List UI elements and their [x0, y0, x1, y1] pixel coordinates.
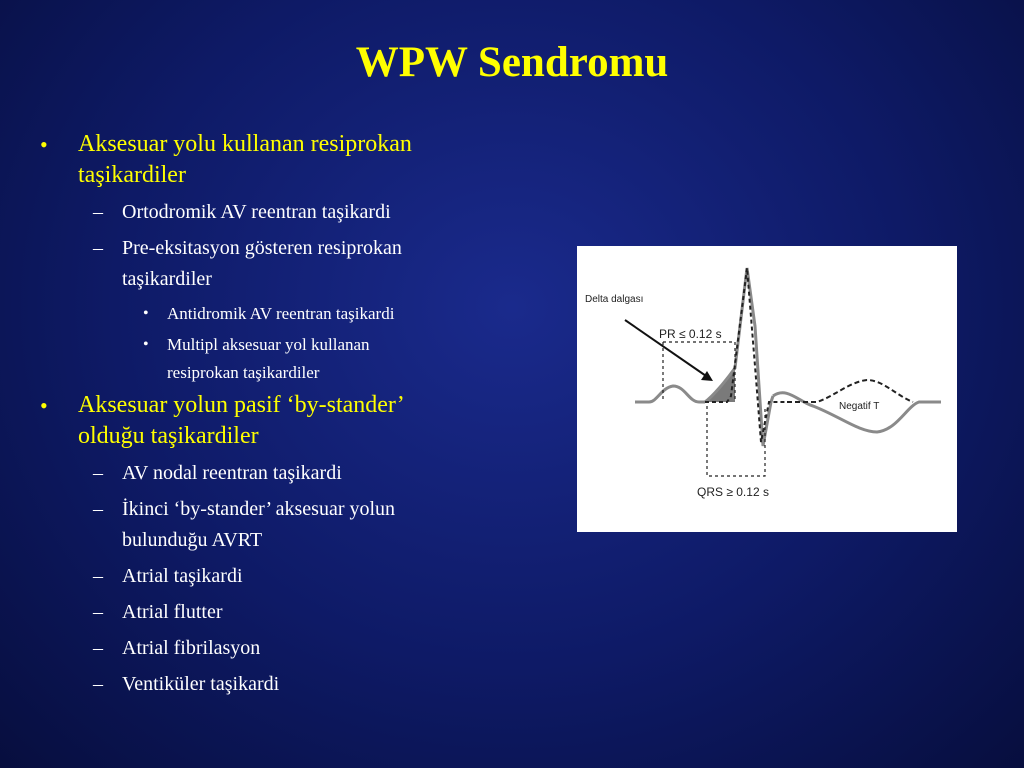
- bullet-marker: –: [93, 237, 103, 259]
- bullet-text: AV nodal reentran taşikardi: [122, 462, 342, 484]
- ecg-p-wave: [649, 386, 705, 402]
- ecg-normal-t-wave-dashed: [787, 380, 913, 402]
- ecg-diagram: [577, 246, 957, 532]
- negative-t-label: Negatif T: [839, 401, 880, 412]
- bullet-text: Atrial fibrilasyon: [122, 637, 261, 659]
- bullet-marker: –: [93, 673, 103, 695]
- delta-label: Delta dalgası: [585, 294, 644, 305]
- pr-label: PR ≤ 0.12 s: [659, 327, 722, 341]
- bullet-text: Atrial flutter: [122, 601, 223, 623]
- bullet-marker: •: [40, 393, 48, 418]
- bullet-marker: •: [143, 305, 149, 322]
- ecg-qrs-normal-dashed: [705, 268, 787, 442]
- bullet-marker: •: [40, 132, 48, 157]
- bullet-marker: –: [93, 565, 103, 587]
- ecg-figure: [577, 246, 957, 532]
- bullet-text: Aksesuar yolu kullanan resiprokan: [78, 131, 412, 157]
- bullet-marker: –: [93, 637, 103, 659]
- bullet-text: Aksesuar yolun pasif ‘by-stander’: [78, 392, 405, 418]
- bullet-marker: •: [143, 336, 149, 353]
- qrs-interval-bracket: [707, 406, 765, 476]
- qrs-label: QRS ≥ 0.12 s: [697, 485, 769, 499]
- ecg-negative-t-wave: [773, 393, 941, 432]
- bullet-text: İkinci ‘by-stander’ aksesuar yolun: [122, 498, 396, 520]
- bullet-text: taşikardiler: [122, 268, 212, 290]
- ecg-qrs-preexcited: [705, 268, 773, 446]
- bullet-text: Antidromik AV reentran taşikardi: [167, 304, 395, 323]
- bullet-text: Ventiküler taşikardi: [122, 673, 280, 695]
- slide-title: WPW Sendromu: [355, 39, 669, 86]
- bullet-marker: –: [93, 498, 103, 520]
- bullet-text: Multipl aksesuar yol kullanan: [167, 335, 370, 354]
- bullet-text: Atrial taşikardi: [122, 565, 243, 587]
- bullet-text: Ortodromik AV reentran taşikardi: [122, 201, 391, 223]
- bullet-marker: –: [93, 462, 103, 484]
- bullet-marker: –: [93, 601, 103, 623]
- bullet-text: taşikardiler: [78, 162, 186, 188]
- delta-arrow-head: [701, 371, 713, 381]
- bullet-text: Pre-eksitasyon gösteren resiprokan: [122, 237, 402, 259]
- bullet-text: bulunduğu AVRT: [122, 529, 263, 551]
- bullet-text: resiprokan taşikardiler: [167, 363, 320, 382]
- bullet-text: olduğu taşikardiler: [78, 423, 259, 449]
- bullet-marker: –: [93, 201, 103, 223]
